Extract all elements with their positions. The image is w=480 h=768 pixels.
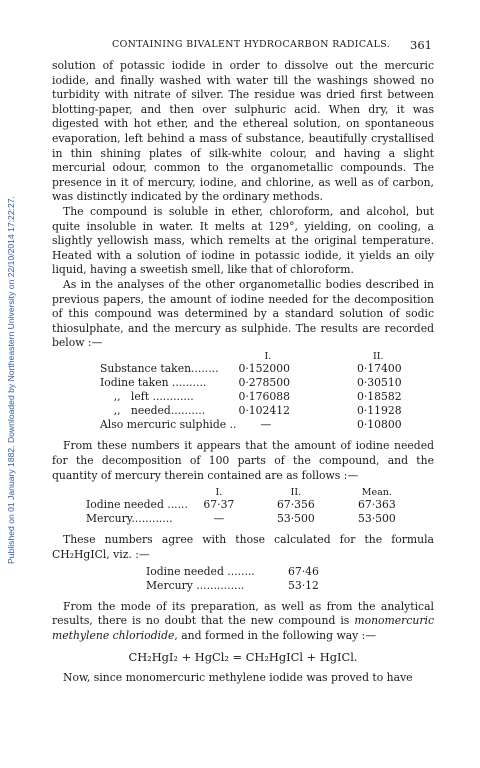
table-row — [146, 579, 319, 593]
value-i: 0·152000 — [238, 361, 291, 375]
table-row — [146, 565, 319, 579]
paragraph-properties: The compound is soluble in ether, chloroform, and alcohol, but quite insoluble in water. It melts at 129°, yielding, on cooling, a slightly yellowish mass, which remelts at the original temperature. Heated with a solution of iodine in potassic iodide, it yields an oily liquid, having a sweetish smell, like that of chloroform. — [52, 204, 434, 277]
value-i: 0·176088 — [238, 390, 291, 404]
column-header-mean: Mean. — [361, 487, 392, 499]
table-row — [100, 362, 434, 376]
paragraph-percentages: From these numbers it appears that the amount of iodine needed for the decomposition of 100 parts of the compound, and the quantity of mercury therein contained are as follows :— — [52, 439, 434, 482]
row-label: Iodine needed ........ — [146, 564, 255, 578]
paragraph-formula: These numbers agree with those calculated for the formula CH₂HgICl, viz. :— — [52, 533, 434, 561]
table-row — [86, 498, 412, 512]
row-label: Also mercuric sulphide .. — [100, 418, 237, 432]
value-mean: 53·500 — [357, 512, 396, 526]
column-header-ii: II. — [290, 487, 302, 499]
conclusion-tail: , and formed in the following way :— — [174, 628, 377, 642]
calculated-values-table — [146, 565, 319, 593]
table-header-row — [86, 487, 412, 498]
running-title: CONTAINING BIVALENT HYDROCARBON RADICALS. — [112, 39, 391, 50]
paragraph-next: Now, since monomercuric methylene iodide was proved to have — [63, 671, 413, 685]
paragraph-analysis-method: As in the analyses of the other organometallic bodies described in previous papers, the amount of iodine needed for the decomposition of this compound was determined by a standard solution of sodic thiosulphate, and the mercury as sulphide. The results are recorded below :— — [52, 277, 434, 350]
row-label: Iodine needed ...... — [86, 498, 188, 512]
value-ii: 0·10800 — [356, 418, 402, 432]
value-ii: 67·356 — [276, 498, 315, 512]
compound-name: monomercuric methylene chloriodide — [52, 614, 434, 642]
table-row — [100, 418, 434, 432]
table-row — [100, 376, 434, 390]
article-body — [52, 59, 434, 686]
value-i: — — [213, 512, 225, 526]
paragraph-conclusion — [52, 600, 434, 644]
value-ii: 0·30510 — [356, 375, 402, 389]
value-ii: 53·500 — [276, 512, 315, 526]
column-header-ii: II. — [372, 350, 384, 362]
row-label: ,, left ............ — [100, 390, 194, 404]
conclusion-lead: From the mode of its preparation, as well as from the analytical results, there is no doubt that the new compound is — [52, 599, 434, 628]
value-ii: 0·18582 — [356, 390, 402, 404]
value-i: — — [260, 418, 272, 432]
page-number: 361 — [410, 38, 432, 52]
paragraph-continuation: solution of potassic iodide in order to dissolve out the mercuric iodide, and finally washed with water till the washings showed no turbidity with nitrate of silver. The residue was dried first between blotting-paper, and then over sulphuric acid. When dry, it was digested with hot ether, and the ethereal solution, on spontaneous evaporation, left behind a mass of substance, beautifully crystallised in thin shining plates of silk-white colour, and having a slight mercurial odour, common to the organometallic compounds. The presence in it of mercury, iodine, and chlorine, as well as of carbon, was distinctly indicated by the ordinary methods. — [52, 59, 434, 204]
value-i: 0·102412 — [238, 404, 291, 418]
value-calculated: 67·46 — [288, 564, 319, 578]
row-label: ,, needed.......... — [100, 404, 206, 418]
row-label: Mercury .............. — [146, 578, 245, 592]
row-label: Iodine taken .......... — [100, 375, 207, 389]
value-ii: 0·11928 — [356, 404, 402, 418]
running-header — [52, 39, 432, 53]
row-label: Substance taken........ — [100, 361, 219, 375]
column-header-i: I. — [215, 487, 223, 499]
reaction-equation: CH₂HgI₂ + HgCl₂ = CH₂HgICl + HgICl. — [128, 650, 358, 665]
table-row — [86, 512, 412, 526]
value-ii: 0·17400 — [356, 361, 402, 375]
row-label: Mercury............ — [86, 512, 173, 526]
value-calculated: 53·12 — [288, 578, 319, 592]
value-i: 0·278500 — [238, 375, 291, 389]
value-mean: 67·363 — [357, 498, 396, 512]
watermark-text: Published on 01 January 1882. Downloaded by Northeastern University on 22/10/2014 17:22:27. — [6, 196, 16, 564]
download-watermark — [4, 70, 18, 690]
percentage-table — [86, 487, 412, 526]
analysis-results-table — [100, 351, 434, 432]
table-row — [100, 390, 434, 404]
column-header-i: I. — [264, 350, 272, 362]
table-row — [100, 404, 434, 418]
value-i: 67·37 — [203, 498, 235, 512]
table-header-row — [100, 351, 434, 362]
